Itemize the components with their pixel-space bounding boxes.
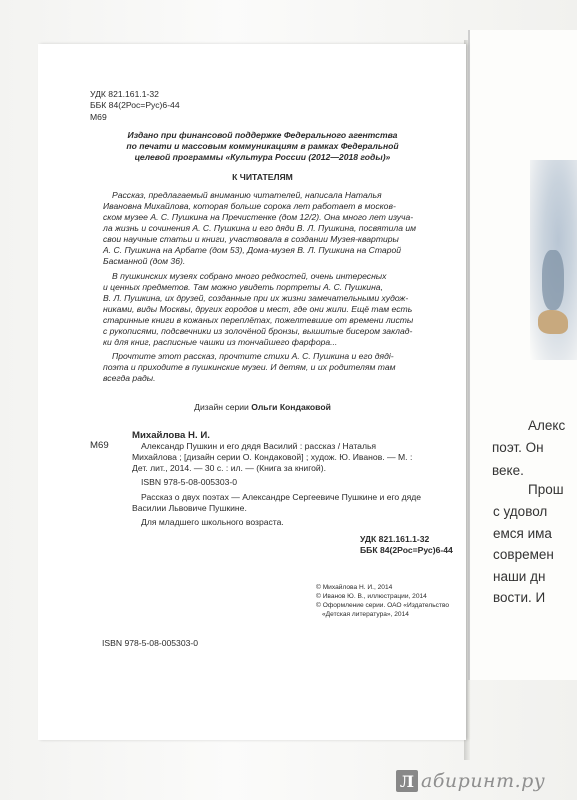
paragraph-line: В пушкинских музеях собрано много редкостей, очень интересных: [112, 271, 387, 281]
paragraph-line: Ивановна Михайлова, которая больше сорока лет работает в москов-: [103, 201, 396, 211]
catalog-description: Рассказ о двух поэтах — Александре Сергеевиче Пушкине и его дяде: [141, 492, 422, 502]
paragraph-line: ла жизнь и сочинения А. С. Пушкина и его дяди В. Л. Пушкина, посвятила им: [103, 223, 417, 233]
right-text-line: веке.: [492, 463, 524, 478]
funding-line: Издано при финансовой поддержке Федерального агентства: [127, 130, 398, 140]
copyright-line: «Детская литература», 2014: [322, 611, 409, 618]
catalog-author: Михайлова Н. И.: [132, 430, 210, 441]
paragraph-line: всегда рады.: [103, 373, 156, 383]
right-text-line: поэт. Он: [492, 440, 544, 455]
paragraph-line: А. С. Пушкина на Арбате (дом 53), Дома-музея В. Л. Пушкина на Старой: [103, 245, 402, 255]
catalog-udk: УДК 821.161.1-32: [360, 534, 430, 544]
right-text-line: современ: [493, 547, 554, 562]
funding-line: по печати и массовым коммуникациям в рамках Федеральной: [126, 141, 399, 151]
catalog-code: М69: [90, 440, 109, 451]
paragraph-line: с рукописями, подсвечники из золочёной бронзы, вышитые бисером заклад-: [103, 326, 413, 336]
right-text-line: наши дн: [493, 569, 546, 584]
watermark-logo-box: Л: [396, 770, 418, 792]
catalog-line: Дет. лит., 2014. — 30 с. : ил. — (Книга за книгой).: [132, 463, 326, 473]
copyright-line: © Михайлова Н. И., 2014: [316, 584, 393, 591]
paragraph-line: старинные книги в кожаных переплётах, пожелтевшие от времени листы: [103, 315, 414, 325]
design-credit-name: Ольги Кондаковой: [251, 402, 331, 412]
illustration-figure: [542, 250, 564, 310]
paragraph-line: ском музее А. С. Пушкина на Пречистенке (дом 12/2). Она много лет изуча-: [103, 212, 414, 222]
paragraph-line: Басманной (дом 36).: [103, 256, 186, 266]
right-text-line: емся има: [493, 526, 552, 541]
copyright-line: © Оформление серии. ОАО «Издательство: [316, 602, 450, 609]
catalog-isbn: ISBN 978-5-08-005303-0: [141, 477, 238, 487]
paragraph-line: свои научные статьи и книги, участвовала в создании Музея-квартиры: [103, 234, 399, 244]
watermark-text: абиринт.ру: [421, 770, 546, 792]
funding-line: целевой программы «Культура России (2012—2018 годы)»: [134, 152, 391, 162]
catalog-description: Василии Львовиче Пушкине.: [132, 503, 247, 513]
bbk-code: ББК 84(2Рос=Рус)6-44: [90, 100, 180, 110]
illustration-hand: [538, 310, 568, 334]
paragraph-line: поэта и приходите в пушкинские музеи. И детям, и их родителям там: [103, 362, 396, 372]
catalog-line: Михайлова ; [дизайн серии О. Кондаковой] ; худож. Ю. Иванов. — М. :: [132, 452, 413, 462]
right-text-line: вости. И: [493, 590, 546, 605]
right-text-line: Прош: [528, 482, 564, 497]
illustration-fragment: [530, 160, 577, 360]
labirint-watermark: [396, 768, 545, 794]
catalog-audience: Для младшего школьного возраста.: [141, 517, 284, 527]
paragraph-line: В. Л. Пушкина, их друзей, созданные при их жизни замечательными худож-: [103, 293, 409, 303]
paragraph-line: никами, виды Москвы, других городов и мест, где они жили. Ещё там есть: [103, 304, 413, 314]
catalog-line: Александр Пушкин и его дядя Василий : рассказ / Наталья: [141, 441, 377, 451]
design-credit: [90, 402, 435, 413]
paragraph-line: и ценных предметов. Там можно увидеть портреты А. С. Пушкина,: [103, 282, 383, 292]
paragraph-line: Рассказ, предлагаемый вниманию читателей, написала Наталья: [112, 190, 382, 200]
udk-code: УДК 821.161.1-32: [90, 89, 159, 99]
right-text-line: с удовол: [493, 504, 548, 519]
author-mark: М69: [90, 112, 107, 122]
design-credit-prefix: Дизайн серии: [194, 402, 249, 412]
bottom-isbn: ISBN 978-5-08-005303-0: [102, 638, 199, 648]
right-text-line: Алекс: [528, 418, 566, 433]
to-readers-title: К ЧИТАТЕЛЯМ: [232, 172, 293, 182]
catalog-bbk: ББК 84(2Рос=Рус)6-44: [360, 545, 453, 555]
copyright-line: © Иванов Ю. В., иллюстрации, 2014: [316, 593, 427, 600]
paragraph-line: Прочтите этот рассказ, прочтите стихи А. С. Пушкина и его дядi-: [112, 351, 394, 361]
paragraph-line: ки для книг, расписные чашки из тончайшего фарфора...: [103, 337, 338, 347]
